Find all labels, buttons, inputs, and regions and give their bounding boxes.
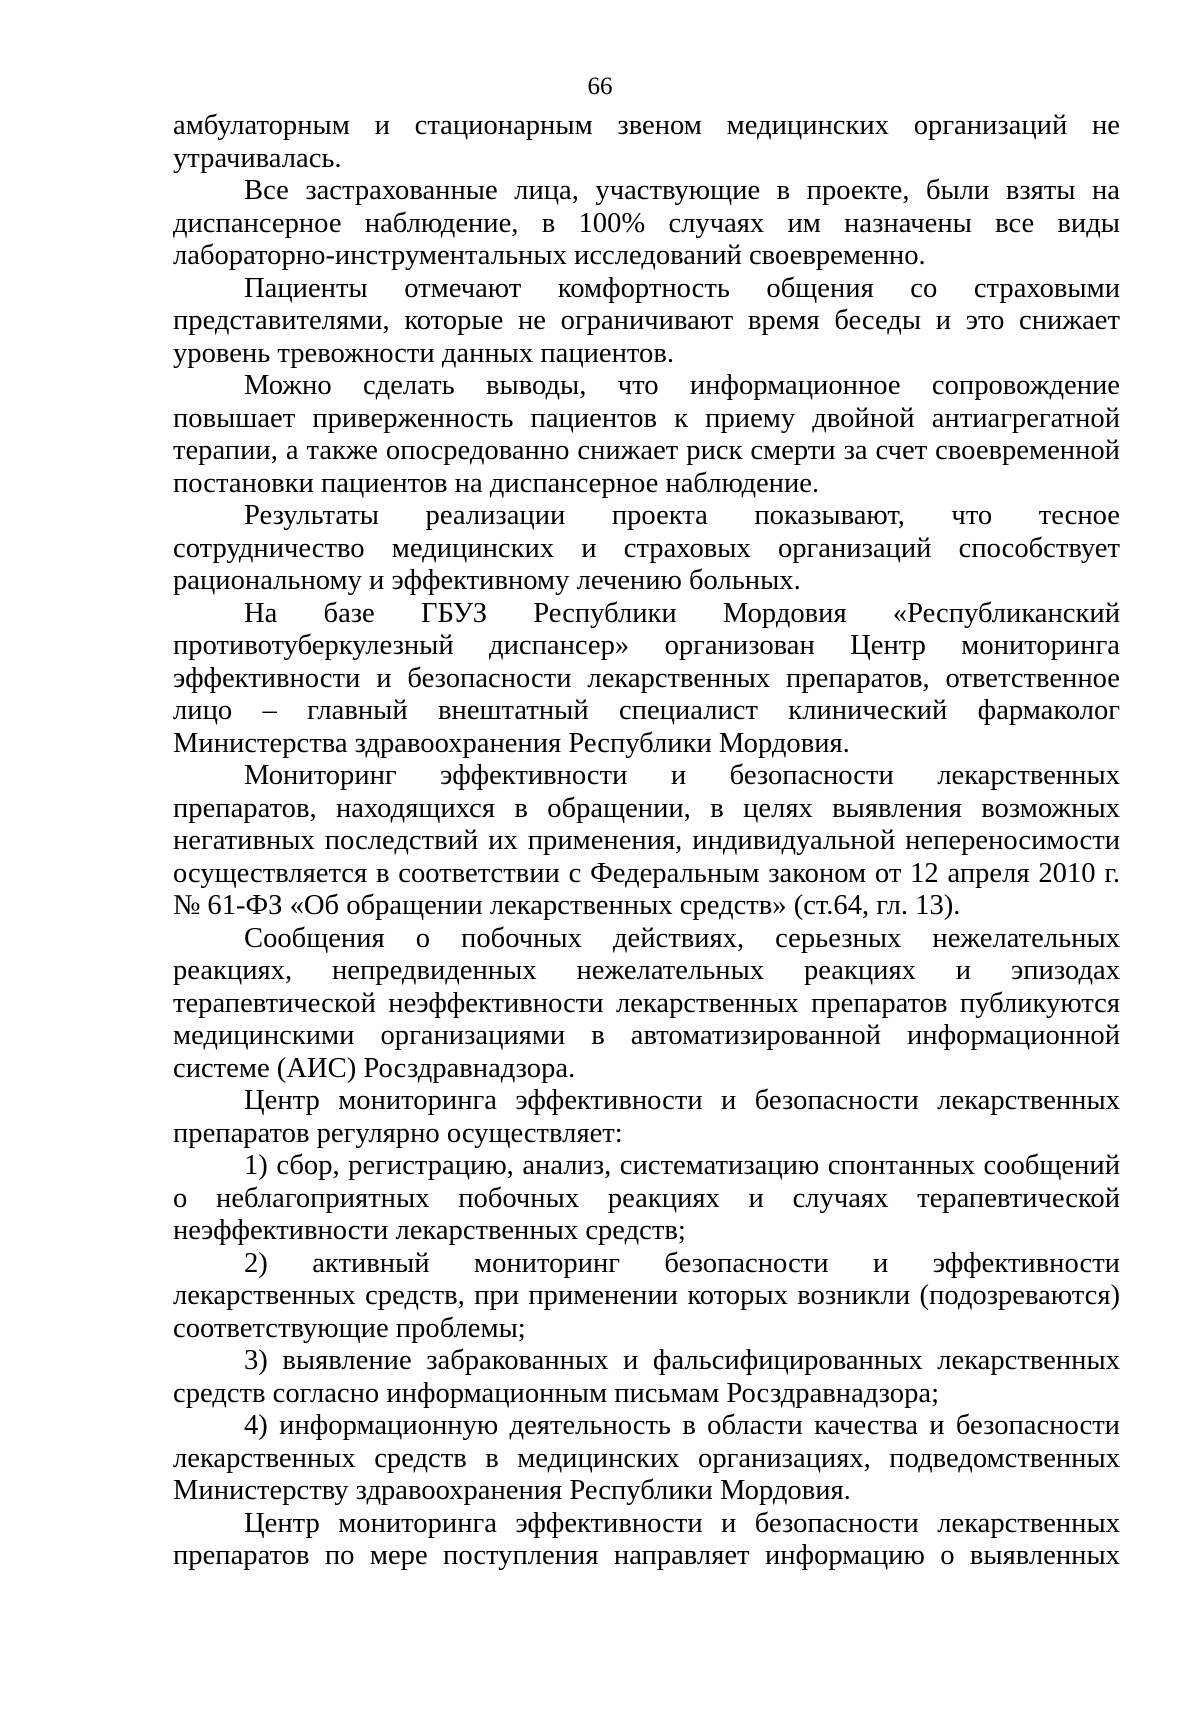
paragraph-7: Мониторинг эффективности и безопасности лекарственных препаратов, находящихся в обращении, в целях выявления возможных негативных последствий их применения, индивидуальной непереносимости осуществляется в соответствии с Федеральным законом от 12 апреля 2010 г. № 61-ФЗ «Об обращении лекарственных средств» (ст.64, гл. 13). [173,760,1120,921]
list-item-4: 4) информационную деятельность в области качества и безопасности лекарственных средств в медицинских организациях, подведомственных Министерству здравоохранения Республики Мордовия. [173,1410,1120,1506]
paragraph-8: Сообщения о побочных действиях, серьезных нежелательных реакциях, непредвиденных нежелательных реакциях и эпизодах терапевтической неэффективности лекарственных препаратов публикуются медицинскими организациями в автоматизированной информационной системе (АИС) Росздравнадзора. [173,922,1120,1084]
list-item-3: 3) выявление забракованных и фальсифицированных лекарственных средств согласно информационным письмам Росздравнадзора; [173,1345,1120,1409]
paragraph-1: амбулаторным и стационарным звеном медицинских организаций не утрачивалась. [173,110,1120,174]
paragraph-6: На базе ГБУЗ Республики Мордовия «Республиканский противотуберкулезный диспансер» организован Центр мониторинга эффективности и безопасности лекарственных препаратов, ответственное лицо – главный внештатный специалист клинический фармаколог Министерства здравоохранения Республики Мордовия. [173,597,1120,759]
paragraph-3: Пациенты отмечают комфортность общения со страховыми представителями, которые не ограничивают время беседы и это снижает уровень тревожности данных пациентов. [173,272,1120,369]
paragraph-5: Результаты реализации проекта показывают, что тесное сотрудничество медицинских и страховых организаций способствует рациональному и эффективному лечению больных. [173,500,1120,596]
paragraph-4: Можно сделать выводы, что информационное сопровождение повышает приверженность пациентов к приему двойной антиагрегатной терапии, а также опосредованно снижает риск смерти за счет своевременной постановки пациентов на диспансерное наблюдение. [173,370,1120,499]
page-number: 66 [587,73,613,100]
paragraph-9: Центр мониторинга эффективности и безопасности лекарственных препаратов регулярно осуществляет: [173,1085,1120,1149]
document-body [173,110,1120,1573]
list-item-2: 2) активный мониторинг безопасности и эффективности лекарственных средств, при применении которых возникли (подозреваются) соответствующие проблемы; [173,1247,1120,1344]
paragraph-2: Все застрахованные лица, участвующие в проекте, были взяты на диспансерное наблюдение, в 100% случаях им назначены все виды лабораторно-инструментальных исследований своевременно. [173,175,1120,271]
list-item-1: 1) сбор, регистрацию, анализ, систематизацию спонтанных сообщений о неблагоприятных побочных реакциях и случаях терапевтической неэффективности лекарственных средств; [173,1150,1120,1246]
paragraph-10: Центр мониторинга эффективности и безопасности лекарственных препаратов по мере поступления направляет информацию о выявленных [173,1507,1120,1571]
